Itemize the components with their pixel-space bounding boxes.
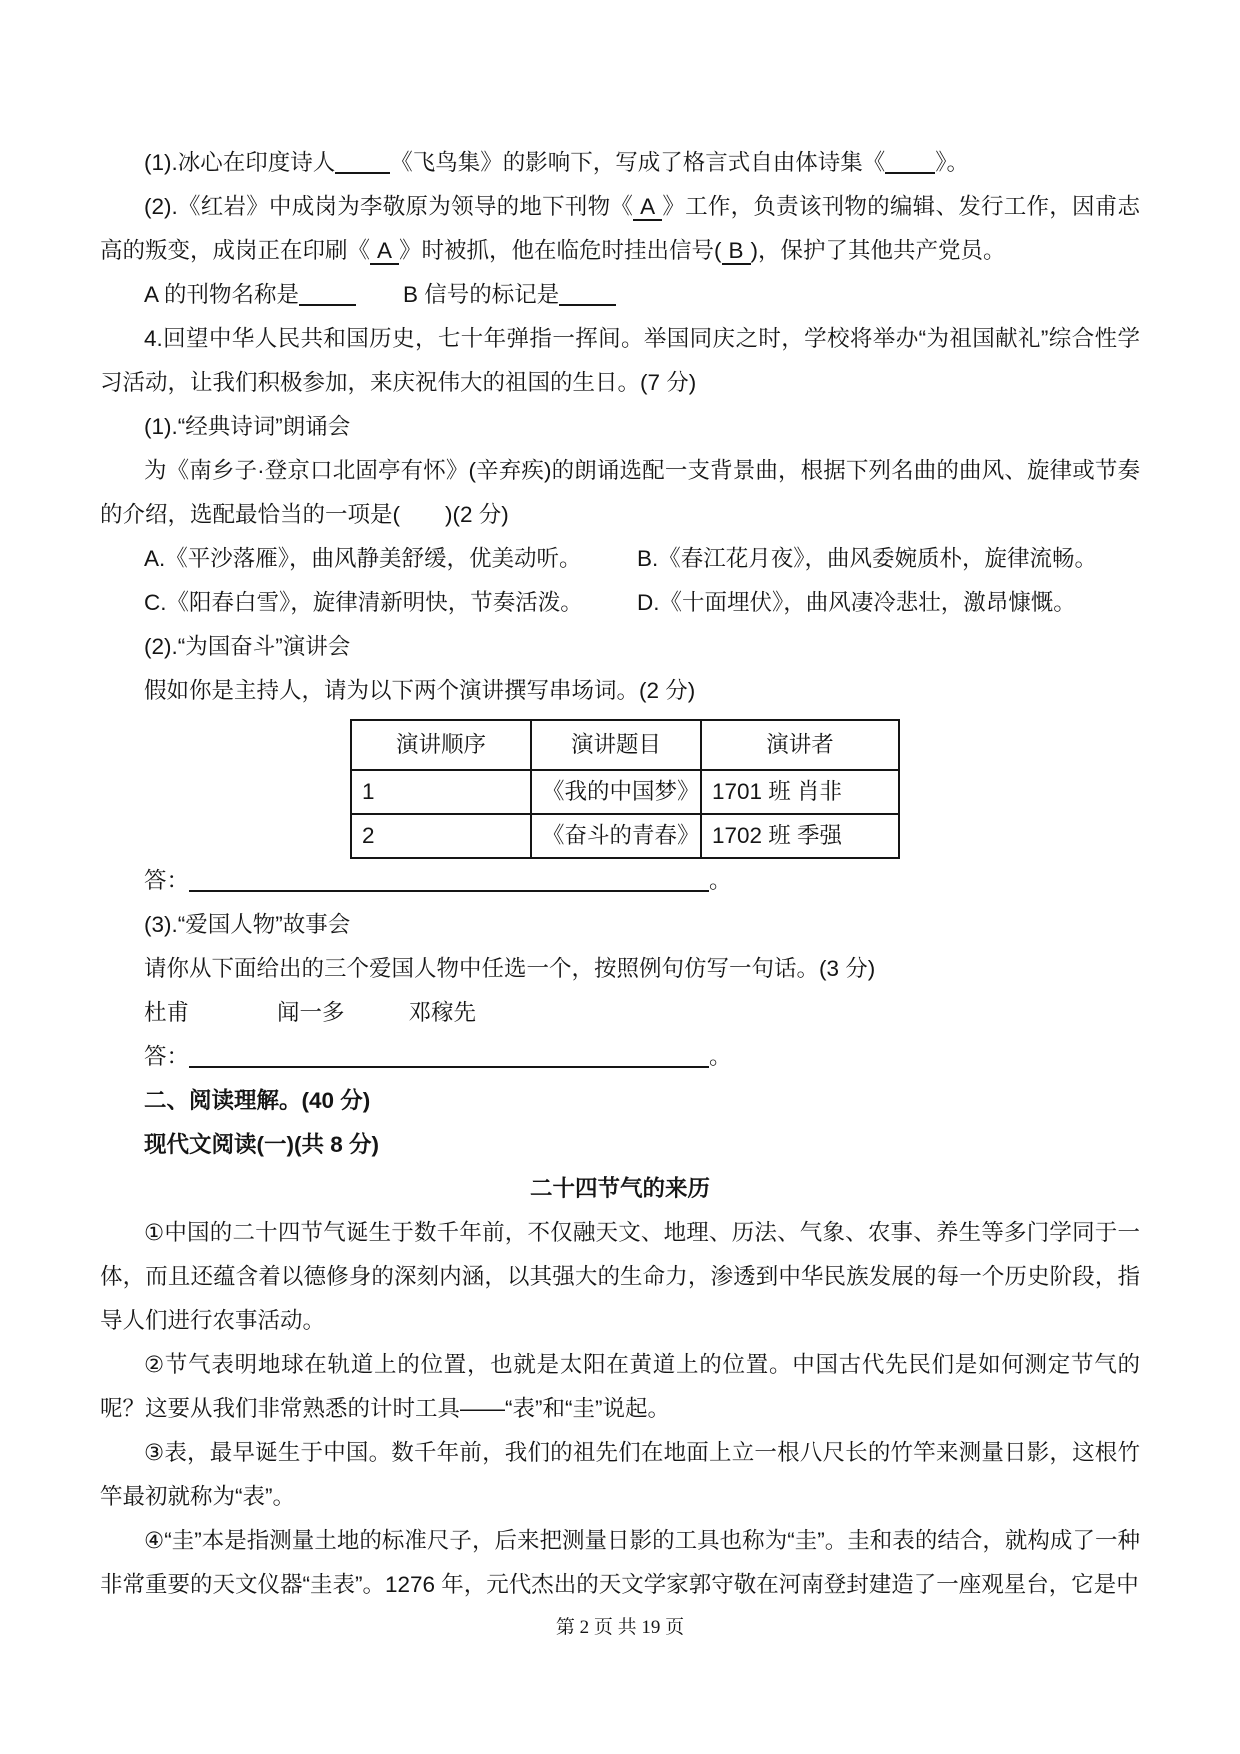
- blank-underline: [299, 278, 356, 306]
- blank-underline: [335, 146, 390, 174]
- article-paragraph-2: ②节气表明地球在轨道上的位置，也就是太阳在黄道上的位置。中国古代先民们是如何测定节气的呢？这要从我们非常熟悉的计时工具——“表”和“圭”说起。: [100, 1352, 1140, 1421]
- speech-schedule-table: [350, 719, 900, 859]
- answer-label: 答：: [144, 1044, 190, 1069]
- table-row: [351, 770, 899, 814]
- q3-p2-s1: 》工作，负责该刊物的编辑、发行工作，因甫志高的叛变，成岗正在印刷《: [100, 194, 1140, 263]
- table-header-row: [351, 720, 899, 770]
- option-c: C.《阳春白雪》，旋律清新明快，节奏活泼。: [144, 590, 583, 615]
- q3-p1-pre: (1).冰心在印度诗人: [144, 150, 336, 175]
- answer-blank-underline: [189, 1040, 709, 1068]
- table-cell-speaker: 1701 班 肖非: [701, 770, 899, 814]
- option-b: B.《春江花月夜》，曲风委婉质朴，旋律流畅。: [637, 546, 1098, 571]
- table-row: [351, 814, 899, 858]
- answer-label: 答：: [144, 868, 190, 893]
- answer-line-2: [100, 1035, 1140, 1079]
- article-paragraph-4: ④“圭”本是指测量土地的标准尺子，后来把测量日影的工具也称为“圭”。圭和表的结合，就构成了一种非常重要的天文仪器“圭表”。1276 年，元代杰出的天文学家郭守敬在河南登封建造了一座观星台，它是中: [100, 1528, 1140, 1597]
- option-a: A.《平沙落雁》，曲风静美舒缓，优美动听。: [144, 546, 582, 571]
- question-4-sub1-question: 为《南乡子·登京口北固亭有怀》(辛弃疾)的朗诵选配一支背景曲，根据下列名曲的曲风、旋律或节奏的介绍，选配最恰当的一项是( )(2 分): [100, 458, 1140, 527]
- options-row-ab: [100, 537, 1140, 581]
- patriot-name: 杜甫: [144, 1000, 190, 1025]
- question-4-sub2-question: 假如你是主持人，请为以下两个演讲撰写串场词。(2 分): [144, 678, 696, 703]
- option-d: D.《十面埋伏》，曲风凄冷悲壮，激昂慷慨。: [637, 590, 1076, 615]
- q3-p1-mid: 《飞鸟集》的影响下，写成了格言式自由体诗集《: [390, 150, 886, 175]
- patriot-name: 邓稼先: [408, 1000, 477, 1025]
- article-title: 二十四节气的来历: [529, 1176, 710, 1201]
- question-3-part1: [100, 141, 1140, 185]
- question-4-sub2-title: (2).“为国奋斗”演讲会: [144, 634, 351, 659]
- modern-reading-subheading: 现代文阅读(一)(共 8 分): [144, 1132, 379, 1157]
- q3-p2-s3: )，保护了其他共产党员。: [750, 238, 1006, 263]
- answer-period: 。: [709, 868, 732, 893]
- q3-p1-end: 》。: [935, 150, 970, 175]
- table-header-order: 演讲顺序: [351, 720, 531, 770]
- question-3-part2: [100, 185, 1140, 273]
- table-cell-speaker: 1702 班 季强: [701, 814, 899, 858]
- answer-period: 。: [709, 1044, 732, 1069]
- page-footer: 第 2 页 共 19 页: [555, 1617, 685, 1638]
- q3-p2-s2: 》时被抓，他在临危时挂出信号(: [399, 238, 722, 263]
- question-4-sub3-question: 请你从下面给出的三个爱国人物中任选一个，按照例句仿写一句话。(3 分): [144, 956, 876, 981]
- underlined-letter-a: A: [633, 194, 662, 221]
- patriot-names-line: [100, 991, 1140, 1035]
- blank-underline: [559, 278, 616, 306]
- question-4-intro: 4.回望中华人民共和国历史，七十年弹指一挥间。举国同庆之时，学校将举办“为祖国献礼”综合性学习活动，让我们积极参加，来庆祝伟大的祖国的生日。(7 分): [100, 326, 1140, 395]
- options-row-cd: [100, 581, 1140, 625]
- answer-line-1: [100, 859, 1140, 903]
- underlined-letter-b: B: [722, 238, 751, 265]
- table-cell-order: 2: [351, 814, 531, 858]
- article-paragraph-3: ③表，最早诞生于中国。数千年前，我们的祖先们在地面上立一根八尺长的竹竿来测量日影，这根竹竿最初就称为“表”。: [100, 1440, 1140, 1509]
- answer-blank-underline: [189, 864, 709, 892]
- table-cell-topic: 《奋斗的青春》: [531, 814, 701, 858]
- question-4-sub1-title: (1).“经典诗词”朗诵会: [144, 414, 351, 439]
- table-cell-topic: 《我的中国梦》: [531, 770, 701, 814]
- question-4-sub3-title: (3).“爱国人物”故事会: [144, 912, 351, 937]
- table-header-topic: 演讲题目: [531, 720, 701, 770]
- q3-ab-a-label: A 的刊物名称是: [144, 282, 300, 307]
- patriot-name: 闻一多: [277, 1000, 345, 1025]
- q3-ab-b-label: B 信号的标记是: [403, 282, 560, 307]
- table-cell-order: 1: [351, 770, 531, 814]
- table-header-speaker: 演讲者: [701, 720, 899, 770]
- blank-underline: [885, 146, 935, 174]
- article-paragraph-1: ①中国的二十四节气诞生于数千年前，不仅融天文、地理、历法、气象、农事、养生等多门学同于一体，而且还蕴含着以德修身的深刻内涵，以其强大的生命力，渗透到中华民族发展的每一个历史阶段，指导人们进行农事活动。: [100, 1220, 1140, 1333]
- q3-p2-s0: (2).《红岩》中成岗为李敬原为领导的地下刊物《: [144, 194, 634, 219]
- section-2-heading: 二、阅读理解。(40 分): [144, 1088, 371, 1113]
- underlined-letter-a: A: [370, 238, 399, 265]
- question-3-ab-line: [100, 273, 1140, 317]
